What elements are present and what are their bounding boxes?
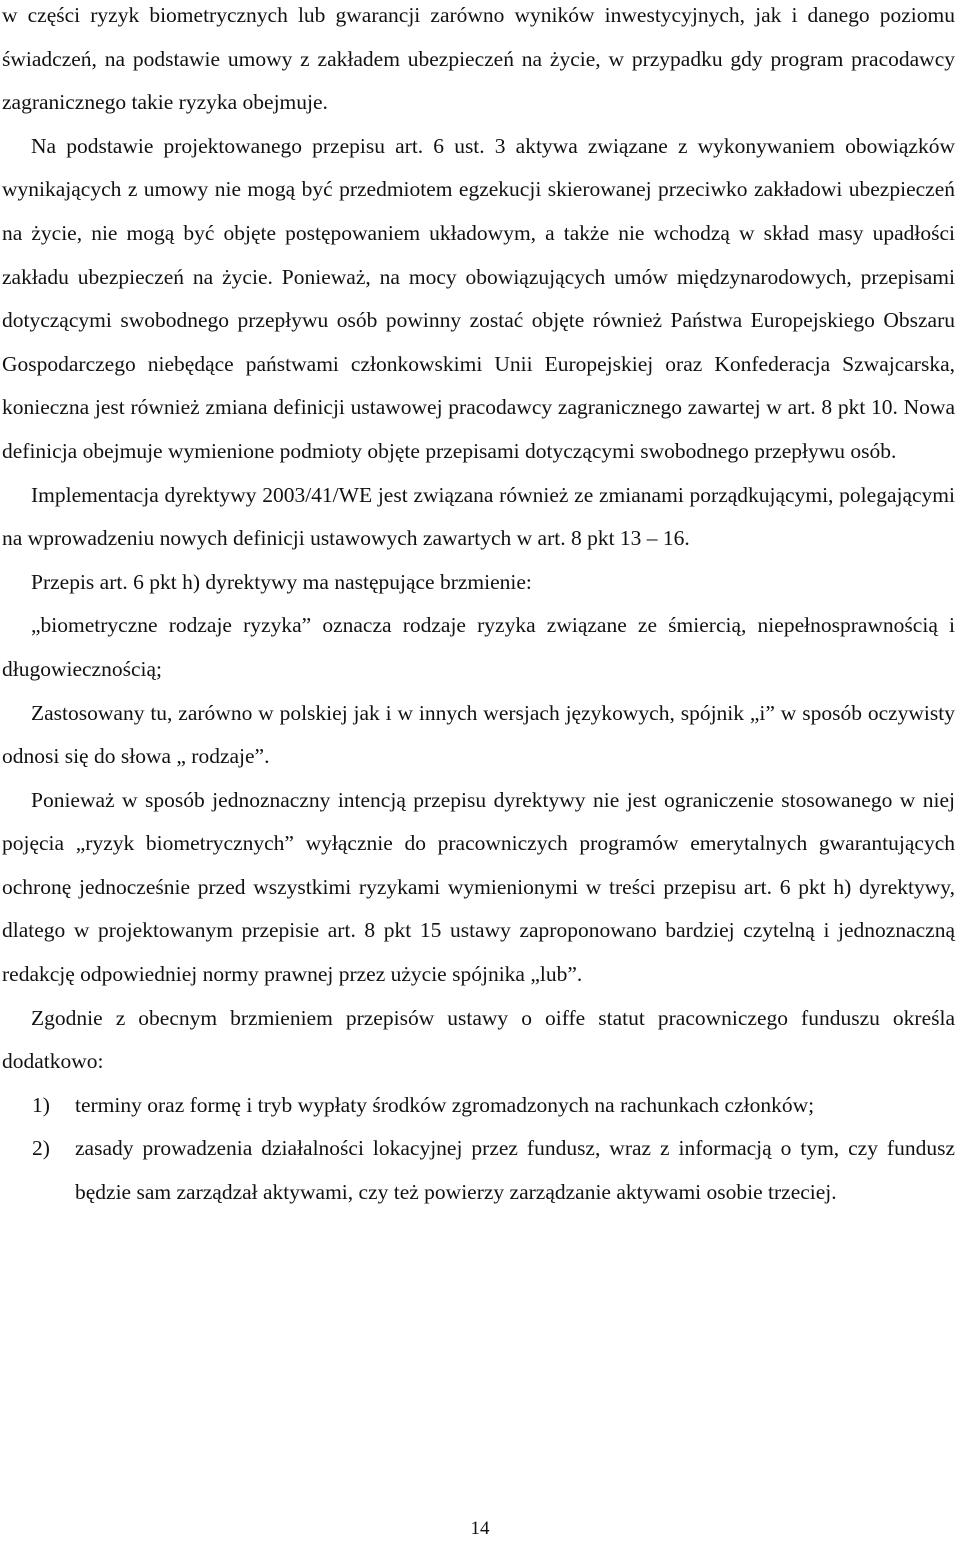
page-number: 14	[470, 1518, 490, 1539]
paragraph-continuation: w części ryzyk biometrycznych lub gwarancji zarówno wyników inwestycyjnych, jak i danego poziomu świadczeń, na podstawie umowy z zakładem ubezpieczeń na życie, w przypadku gdy program pracodawcy zagranicznego takie ryzyka obejmuje.	[2, 3, 955, 115]
list-item	[2, 1084, 955, 1128]
list-item-number: 2)	[32, 1136, 50, 1161]
paragraph-proposed-wording: Ponieważ w sposób jednoznaczny intencją przepisu dyrektywy nie jest ograniczenie stosowanego w niej pojęcia „ryzyk biometrycznych” wyłącznie do pracowniczych programów emerytalnych gwarantujących ochronę jednocześnie przed wszystkimi ryzykami wymienionymi w treści przepisu art. 6 pkt h) dyrektywy, dlatego w projektowanym przepisie art. 8 pkt 15 ustawy zaproponowano bardziej czytelną i jednoznaczną redakcję odpowiedniej normy prawnej przez użycie spójnika „lub”.	[2, 787, 955, 987]
list-item-text: zasady prowadzenia działalności lokacyjnej przez fundusz, wraz z informacją o tym, czy fundusz będzie sam zarządzał aktywami, czy też powierzy zarządzanie aktywami osobie trzeciej.	[75, 1136, 955, 1205]
numbered-list	[2, 1084, 955, 1215]
body-text	[2, 0, 955, 1215]
paragraph-article-intro: Przepis art. 6 pkt h) dyrektywy ma następujące brzmienie:	[31, 569, 532, 594]
list-item-text: terminy oraz formę i tryb wypłaty środków zgromadzonych na rachunkach członków;	[75, 1092, 815, 1117]
paragraph-art-6-ust-3: Na podstawie projektowanego przepisu art. 6 ust. 3 aktywa związane z wykonywaniem obowiązków wynikających z umowy nie mogą być przedmiotem egzekucji skierowanej przeciwko zakładowi ubezpieczeń na życie, nie mogą być objęte postępowaniem układowym, a także nie wchodzą w skład masy upadłości zakładu ubezpieczeń na życie. Ponieważ, na mocy obowiązujących umów międzynarodowych, przepisami dotyczącymi swobodnego przepływu osób powinny zostać objęte również Państwa Europejskiego Obszaru Gospodarczego niebędące państwami członkowskimi Unii Europejskiej oraz Konfederacja Szwajcarska, konieczna jest również zmiana definicji ustawowej pracodawcy zagranicznego zawartej w art. 8 pkt 10. Nowa definicja obejmuje wymienione podmioty objęte przepisami dotyczącymi swobodnego przepływu osób.	[2, 133, 955, 463]
list-item-number: 1)	[32, 1092, 50, 1117]
paragraph-conjunction-note: Zastosowany tu, zarówno w polskiej jak i w innych wersjach językowych, spójnik „i” w sposób oczywisty odnosi się do słowa „ rodzaje”.	[2, 700, 955, 769]
paragraph-statute-additions: Zgodnie z obecnym brzmieniem przepisów ustawy o oiffe statut pracowniczego funduszu określa dodatkowo:	[2, 1005, 955, 1074]
paragraph-implementation: Implementacja dyrektywy 2003/41/WE jest związana również ze zmianami porządkującymi, polegającymi na wprowadzeniu nowych definicji ustawowych zawartych w art. 8 pkt 13 – 16.	[2, 482, 955, 551]
paragraph-quoted-definition: „biometryczne rodzaje ryzyka” oznacza rodzaje ryzyka związane ze śmiercią, niepełnosprawnością i długowiecznością;	[2, 613, 955, 681]
list-item	[2, 1127, 955, 1214]
